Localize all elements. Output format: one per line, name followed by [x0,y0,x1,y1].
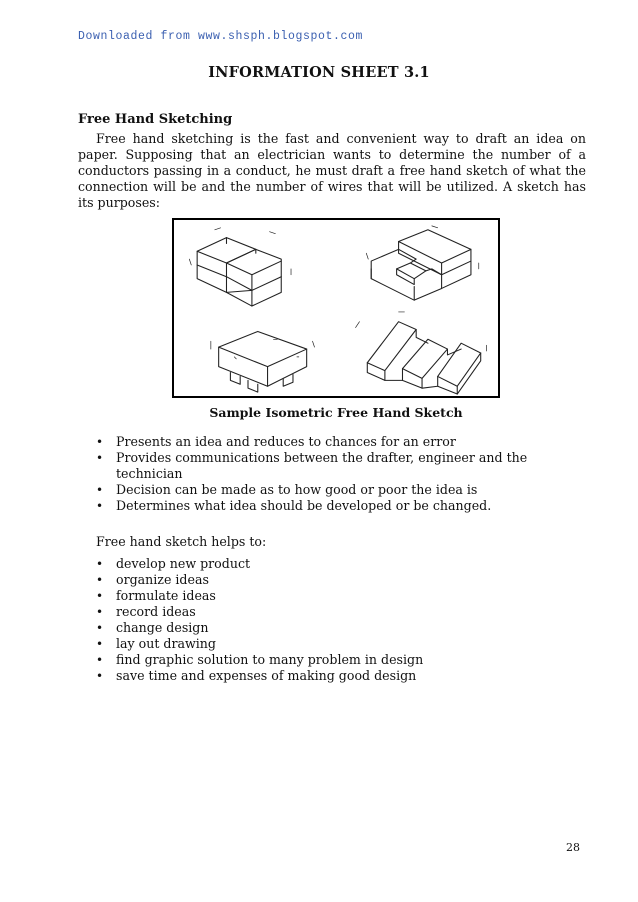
list-item [78,498,548,514]
intro-paragraph: Free hand sketching is the fast and convenient way to draft an idea on paper. Supposing that an electrician wants to determine the number of a conductors passing in a conduct, he must draft a free hand sketch of what the connection will be and the number of wires that will be utilized. A sketch has its purposes: [78,131,586,210]
list-item-text: change design [116,620,209,635]
slotted-slab-sketch [211,331,315,392]
list-item-text: Presents an idea and reduces to chances for an error [116,434,456,449]
list-item-text: find graphic solution to many problem in design [116,652,424,667]
stepped-block-sketch [189,228,291,306]
list-item [78,556,548,572]
bullet-icon: • [96,483,104,497]
list-item-text: save time and expenses of making good design [116,668,417,683]
sketch-figure [172,218,500,398]
helps-intro: Free hand sketch helps to: [96,534,267,549]
list-item [78,588,548,604]
list-item-text: Determines what idea should be developed or be changed. [116,498,492,513]
purposes-list [78,434,548,514]
helps-list [78,556,548,684]
bullet-icon: • [96,435,104,449]
section-heading: Free Hand Sketching [78,112,233,127]
list-item [78,604,548,620]
list-item-text: record ideas [116,604,196,619]
sheet-title: INFORMATION SHEET 3.1 [208,64,430,81]
bullet-icon: • [96,589,104,603]
list-item [78,434,548,450]
bullet-icon: • [96,557,104,571]
bullet-icon: • [96,621,104,635]
list-item [78,482,548,498]
list-item-text: develop new product [116,556,251,571]
list-item [78,572,548,588]
figure-caption: Sample Isometric Free Hand Sketch [209,405,463,420]
bullet-icon: • [96,669,104,683]
watermark: Downloaded from www.shsph.blogspot.com [78,30,364,43]
list-item [78,450,548,482]
bullet-icon: • [96,637,104,651]
list-item-text: formulate ideas [116,588,216,603]
list-item [78,652,548,668]
list-item [78,668,548,684]
list-item-text: lay out drawing [116,636,216,651]
bullet-icon: • [96,451,104,465]
bullet-icon: • [96,653,104,667]
list-item-text: Decision can be made as to how good or poor the idea is [116,482,478,497]
list-item [78,620,548,636]
grooved-wedge-sketch [356,312,487,394]
bullet-icon: • [96,573,104,587]
bullet-icon: • [96,605,104,619]
list-item-text: organize ideas [116,572,209,587]
page-number: 28 [566,841,580,854]
sketch-figure-canvas [174,220,498,396]
bullet-icon: • [96,499,104,513]
notched-block-sketch [366,226,478,300]
list-item-text: Provides communications between the drafter, engineer and the technician [116,450,528,481]
list-item [78,636,548,652]
